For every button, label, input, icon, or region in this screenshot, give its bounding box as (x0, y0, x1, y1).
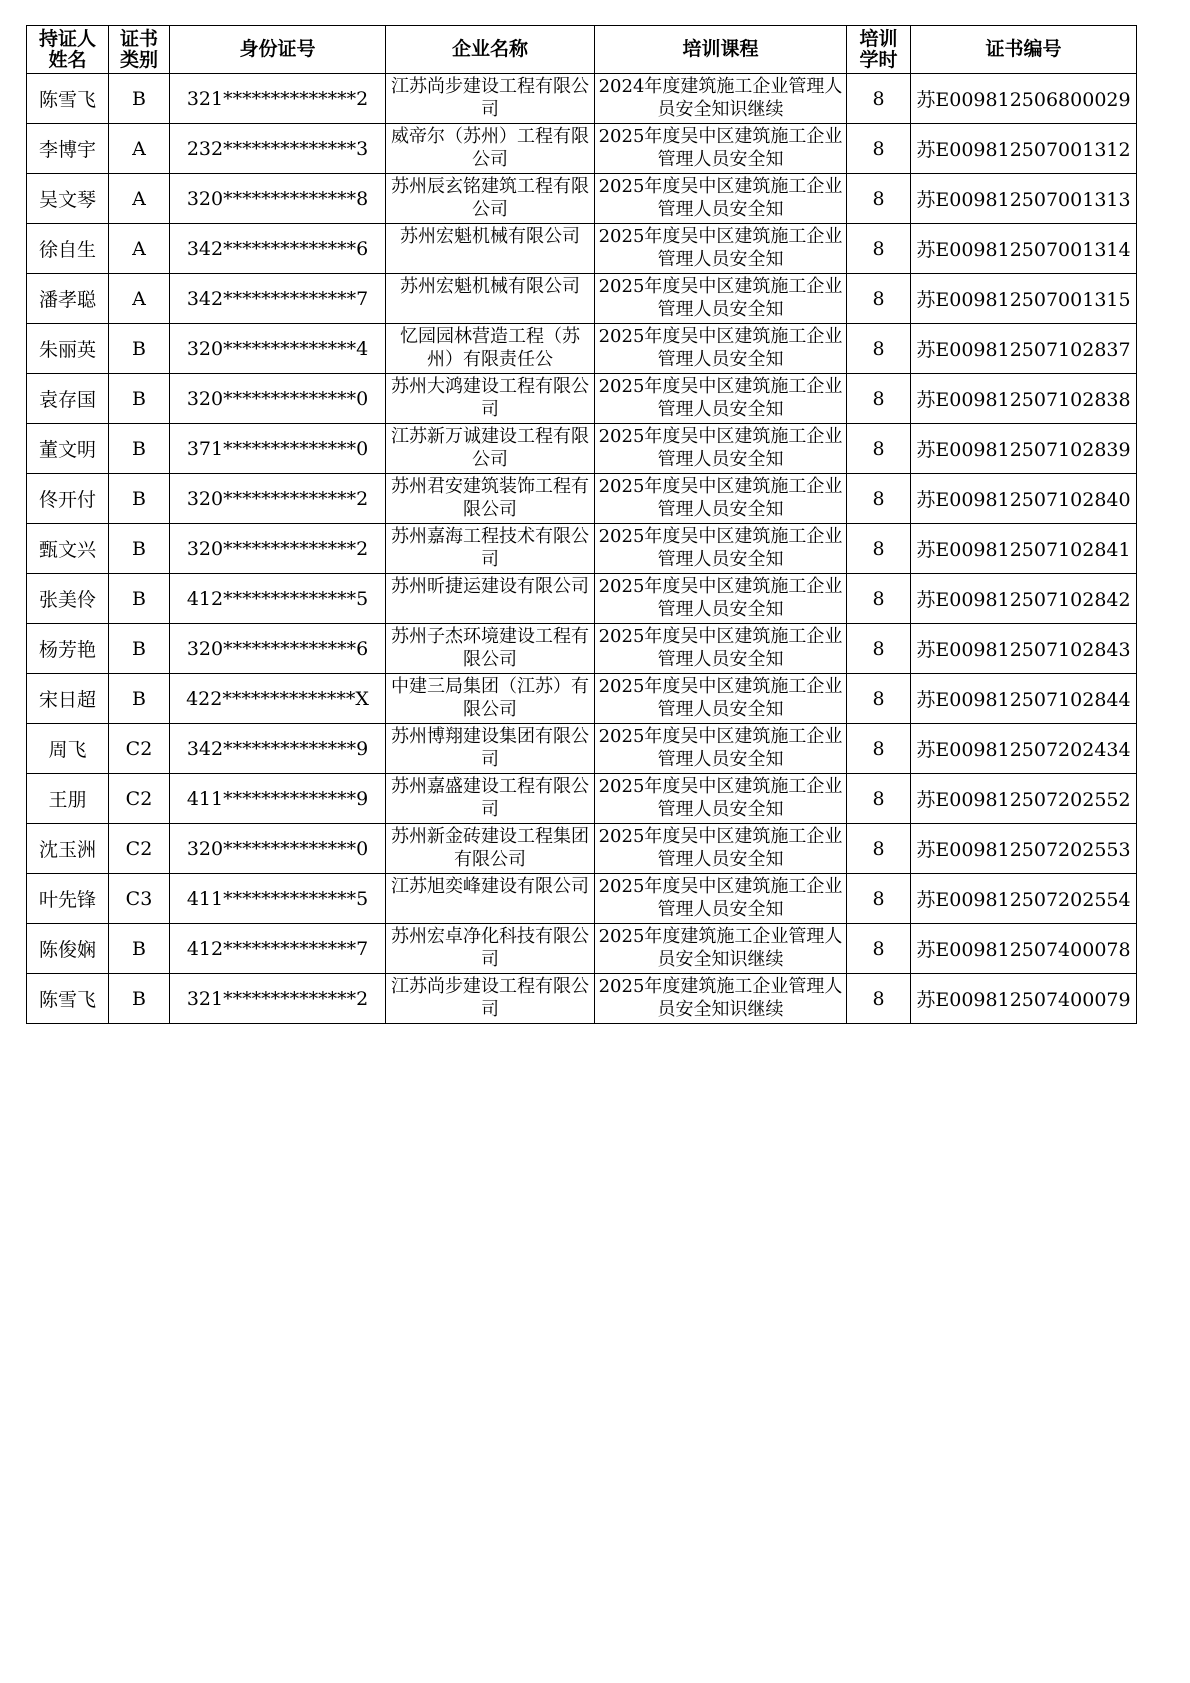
table-row (27, 724, 1137, 774)
table-row (27, 824, 1137, 874)
cert-number-cell: 苏E009812507202552 (911, 774, 1137, 824)
cert-number-cell: 苏E009812507202554 (911, 874, 1137, 924)
company-cell-text: 苏州博翔建设集团有限公司 (391, 726, 589, 770)
holder-name-cell: 周飞 (27, 724, 109, 774)
course-cell (595, 124, 847, 174)
cert-category-cell: A (109, 174, 170, 224)
holder-name-cell: 徐自生 (27, 224, 109, 274)
hours-cell: 8 (847, 574, 911, 624)
company-cell-text: 忆园园林营造工程（苏州）有限责任公 (400, 326, 580, 370)
company-cell-text: 江苏尚步建设工程有限公司 (391, 76, 589, 120)
holder-name-cell: 吴文琴 (27, 174, 109, 224)
header-hours-line1: 培训 (859, 27, 898, 50)
company-cell (386, 674, 595, 724)
company-cell-text: 江苏尚步建设工程有限公司 (391, 976, 589, 1020)
cert-category-cell: B (109, 474, 170, 524)
company-cell (386, 174, 595, 224)
hours-cell: 8 (847, 774, 911, 824)
table-row (27, 924, 1137, 974)
course-cell (595, 574, 847, 624)
holder-name-cell: 沈玉洲 (27, 824, 109, 874)
company-cell (386, 374, 595, 424)
company-cell (386, 874, 595, 924)
company-cell-text: 苏州昕捷运建设有限公司 (391, 576, 589, 597)
company-cell (386, 724, 595, 774)
header-hours-line2: 学时 (859, 48, 898, 71)
hours-cell: 8 (847, 274, 911, 324)
company-cell (386, 424, 595, 474)
course-cell (595, 774, 847, 824)
holder-name-cell: 陈俊娴 (27, 924, 109, 974)
table-row (27, 974, 1137, 1024)
cert-number-cell: 苏E009812507001312 (911, 124, 1137, 174)
course-cell (595, 524, 847, 574)
id-number-cell: 320**************4 (170, 324, 386, 374)
course-cell-text: 2025年度吴中区建筑施工企业管理人员安全知 (598, 326, 843, 370)
company-cell-text: 苏州君安建筑装饰工程有限公司 (391, 476, 589, 520)
table-row (27, 424, 1137, 474)
hours-cell: 8 (847, 824, 911, 874)
table-row (27, 274, 1137, 324)
course-cell (595, 424, 847, 474)
holder-name-cell: 佟开付 (27, 474, 109, 524)
course-cell-text: 2025年度吴中区建筑施工企业管理人员安全知 (598, 426, 843, 470)
course-cell (595, 324, 847, 374)
table-row (27, 74, 1137, 124)
cert-category-cell: B (109, 424, 170, 474)
company-cell (386, 74, 595, 124)
table-row (27, 624, 1137, 674)
cert-category-cell: B (109, 624, 170, 674)
holder-name-cell: 潘孝聪 (27, 274, 109, 324)
course-cell-text: 2025年度吴中区建筑施工企业管理人员安全知 (598, 576, 843, 620)
company-cell (386, 274, 595, 324)
table-row (27, 324, 1137, 374)
header-hours (847, 26, 911, 74)
id-number-cell: 412**************7 (170, 924, 386, 974)
company-cell (386, 474, 595, 524)
company-cell-text: 苏州嘉海工程技术有限公司 (391, 526, 589, 570)
cert-number-cell: 苏E009812507102841 (911, 524, 1137, 574)
id-number-cell: 342**************9 (170, 724, 386, 774)
course-cell-text: 2024年度建筑施工企业管理人员安全知识继续 (598, 76, 843, 120)
company-cell-text: 江苏旭奕峰建设有限公司 (391, 876, 589, 897)
hours-cell: 8 (847, 724, 911, 774)
cert-category-cell: B (109, 374, 170, 424)
cert-category-cell: A (109, 274, 170, 324)
course-cell (595, 824, 847, 874)
cert-number-cell: 苏E009812507001315 (911, 274, 1137, 324)
cert-category-cell: C2 (109, 824, 170, 874)
cert-number-cell: 苏E009812507400079 (911, 974, 1137, 1024)
cert-number-cell: 苏E009812507400078 (911, 924, 1137, 974)
course-cell-text: 2025年度吴中区建筑施工企业管理人员安全知 (598, 476, 843, 520)
table-row (27, 224, 1137, 274)
cert-number-cell: 苏E009812506800029 (911, 74, 1137, 124)
cert-category-cell: B (109, 524, 170, 574)
cert-category-cell: C2 (109, 774, 170, 824)
header-row (27, 26, 1137, 74)
course-cell-text: 2025年度建筑施工企业管理人员安全知识继续 (598, 976, 843, 1020)
company-cell (386, 974, 595, 1024)
holder-name-cell: 李博宇 (27, 124, 109, 174)
cert-number-cell: 苏E009812507202553 (911, 824, 1137, 874)
table-row (27, 474, 1137, 524)
cert-number-cell: 苏E009812507102844 (911, 674, 1137, 724)
course-cell-text: 2025年度吴中区建筑施工企业管理人员安全知 (598, 826, 843, 870)
header-cert-category-line2: 类别 (119, 48, 158, 71)
holder-name-cell: 叶先锋 (27, 874, 109, 924)
holder-name-cell: 袁存国 (27, 374, 109, 424)
cert-category-cell: C2 (109, 724, 170, 774)
hours-cell: 8 (847, 874, 911, 924)
hours-cell: 8 (847, 474, 911, 524)
course-cell (595, 974, 847, 1024)
table-row (27, 374, 1137, 424)
company-cell (386, 774, 595, 824)
cert-number-cell: 苏E009812507202434 (911, 724, 1137, 774)
cert-category-cell: B (109, 74, 170, 124)
company-cell-text: 苏州宏魁机械有限公司 (400, 226, 580, 247)
cert-number-cell: 苏E009812507102838 (911, 374, 1137, 424)
hours-cell: 8 (847, 374, 911, 424)
course-cell-text: 2025年度吴中区建筑施工企业管理人员安全知 (598, 776, 843, 820)
id-number-cell: 232**************3 (170, 124, 386, 174)
id-number-cell: 371**************0 (170, 424, 386, 474)
cert-number-cell: 苏E009812507102842 (911, 574, 1137, 624)
header-holder-name-line1: 持证人 (38, 27, 96, 50)
id-number-cell: 422**************X (170, 674, 386, 724)
id-number-cell: 321**************2 (170, 974, 386, 1024)
table-header (27, 26, 1137, 74)
course-cell (595, 674, 847, 724)
header-holder-name (27, 26, 109, 74)
company-cell (386, 224, 595, 274)
company-cell-text: 苏州宏卓净化科技有限公司 (391, 926, 589, 970)
course-cell-text: 2025年度吴中区建筑施工企业管理人员安全知 (598, 176, 843, 220)
course-cell (595, 874, 847, 924)
company-cell (386, 824, 595, 874)
hours-cell: 8 (847, 974, 911, 1024)
table-row (27, 524, 1137, 574)
company-cell-text: 威帝尔（苏州）工程有限公司 (391, 126, 589, 170)
hours-cell: 8 (847, 74, 911, 124)
course-cell-text: 2025年度吴中区建筑施工企业管理人员安全知 (598, 376, 843, 420)
holder-name-cell: 王朋 (27, 774, 109, 824)
cert-number-cell: 苏E009812507001313 (911, 174, 1137, 224)
holder-name-cell: 甄文兴 (27, 524, 109, 574)
company-cell-text: 苏州宏魁机械有限公司 (400, 276, 580, 297)
id-number-cell: 320**************2 (170, 474, 386, 524)
header-id-number: 身份证号 (170, 26, 386, 74)
header-cert-category (109, 26, 170, 74)
id-number-cell: 342**************6 (170, 224, 386, 274)
company-cell-text: 苏州大鸿建设工程有限公司 (391, 376, 589, 420)
cert-category-cell: A (109, 224, 170, 274)
course-cell (595, 224, 847, 274)
course-cell-text: 2025年度吴中区建筑施工企业管理人员安全知 (598, 876, 843, 920)
id-number-cell: 320**************0 (170, 374, 386, 424)
id-number-cell: 342**************7 (170, 274, 386, 324)
course-cell-text: 2025年度吴中区建筑施工企业管理人员安全知 (598, 276, 843, 320)
table-row (27, 574, 1137, 624)
cert-category-cell: B (109, 574, 170, 624)
course-cell (595, 724, 847, 774)
course-cell (595, 924, 847, 974)
course-cell-text: 2025年度吴中区建筑施工企业管理人员安全知 (598, 226, 843, 270)
company-cell (386, 524, 595, 574)
company-cell-text: 江苏新万诚建设工程有限公司 (391, 426, 589, 470)
company-cell (386, 324, 595, 374)
cert-number-cell: 苏E009812507102840 (911, 474, 1137, 524)
hours-cell: 8 (847, 224, 911, 274)
header-cert-category-line1: 证书 (119, 27, 158, 50)
course-cell-text: 2025年度建筑施工企业管理人员安全知识继续 (598, 926, 843, 970)
id-number-cell: 320**************8 (170, 174, 386, 224)
table-row (27, 174, 1137, 224)
cert-category-cell: B (109, 924, 170, 974)
cert-category-cell: B (109, 974, 170, 1024)
holder-name-cell: 朱丽英 (27, 324, 109, 374)
table-row (27, 674, 1137, 724)
table-body (27, 74, 1137, 1024)
id-number-cell: 320**************2 (170, 524, 386, 574)
cert-number-cell: 苏E009812507102843 (911, 624, 1137, 674)
course-cell-text: 2025年度吴中区建筑施工企业管理人员安全知 (598, 126, 843, 170)
header-company: 企业名称 (386, 26, 595, 74)
course-cell-text: 2025年度吴中区建筑施工企业管理人员安全知 (598, 526, 843, 570)
cert-category-cell: B (109, 674, 170, 724)
cert-category-cell: A (109, 124, 170, 174)
course-cell-text: 2025年度吴中区建筑施工企业管理人员安全知 (598, 676, 843, 720)
header-holder-name-line2: 姓名 (48, 48, 87, 71)
cert-number-cell: 苏E009812507001314 (911, 224, 1137, 274)
hours-cell: 8 (847, 674, 911, 724)
header-cert-number: 证书编号 (911, 26, 1137, 74)
id-number-cell: 411**************5 (170, 874, 386, 924)
company-cell (386, 124, 595, 174)
company-cell-text: 苏州辰玄铭建筑工程有限公司 (391, 176, 589, 220)
course-cell (595, 274, 847, 324)
course-cell (595, 374, 847, 424)
course-cell (595, 74, 847, 124)
cert-category-cell: B (109, 324, 170, 374)
holder-name-cell: 陈雪飞 (27, 974, 109, 1024)
holder-name-cell: 宋日超 (27, 674, 109, 724)
cert-number-cell: 苏E009812507102837 (911, 324, 1137, 374)
cert-number-cell: 苏E009812507102839 (911, 424, 1137, 474)
course-cell-text: 2025年度吴中区建筑施工企业管理人员安全知 (598, 726, 843, 770)
header-course: 培训课程 (595, 26, 847, 74)
course-cell (595, 474, 847, 524)
company-cell-text: 苏州嘉盛建设工程有限公司 (391, 776, 589, 820)
hours-cell: 8 (847, 524, 911, 574)
certificate-table (26, 25, 1137, 1024)
hours-cell: 8 (847, 624, 911, 674)
company-cell-text: 苏州子杰环境建设工程有限公司 (391, 626, 589, 670)
hours-cell: 8 (847, 924, 911, 974)
hours-cell: 8 (847, 124, 911, 174)
company-cell-text: 中建三局集团（江苏）有限公司 (391, 676, 589, 720)
id-number-cell: 320**************0 (170, 824, 386, 874)
holder-name-cell: 张美伶 (27, 574, 109, 624)
table-row (27, 124, 1137, 174)
holder-name-cell: 陈雪飞 (27, 74, 109, 124)
hours-cell: 8 (847, 424, 911, 474)
holder-name-cell: 董文明 (27, 424, 109, 474)
hours-cell: 8 (847, 324, 911, 374)
table-row (27, 774, 1137, 824)
course-cell (595, 624, 847, 674)
course-cell-text: 2025年度吴中区建筑施工企业管理人员安全知 (598, 626, 843, 670)
id-number-cell: 411**************9 (170, 774, 386, 824)
company-cell-text: 苏州新金砖建设工程集团有限公司 (391, 826, 589, 870)
course-cell (595, 174, 847, 224)
hours-cell: 8 (847, 174, 911, 224)
cert-category-cell: C3 (109, 874, 170, 924)
holder-name-cell: 杨芳艳 (27, 624, 109, 674)
id-number-cell: 412**************5 (170, 574, 386, 624)
id-number-cell: 321**************2 (170, 74, 386, 124)
company-cell (386, 574, 595, 624)
company-cell (386, 924, 595, 974)
id-number-cell: 320**************6 (170, 624, 386, 674)
company-cell (386, 624, 595, 674)
table-row (27, 874, 1137, 924)
